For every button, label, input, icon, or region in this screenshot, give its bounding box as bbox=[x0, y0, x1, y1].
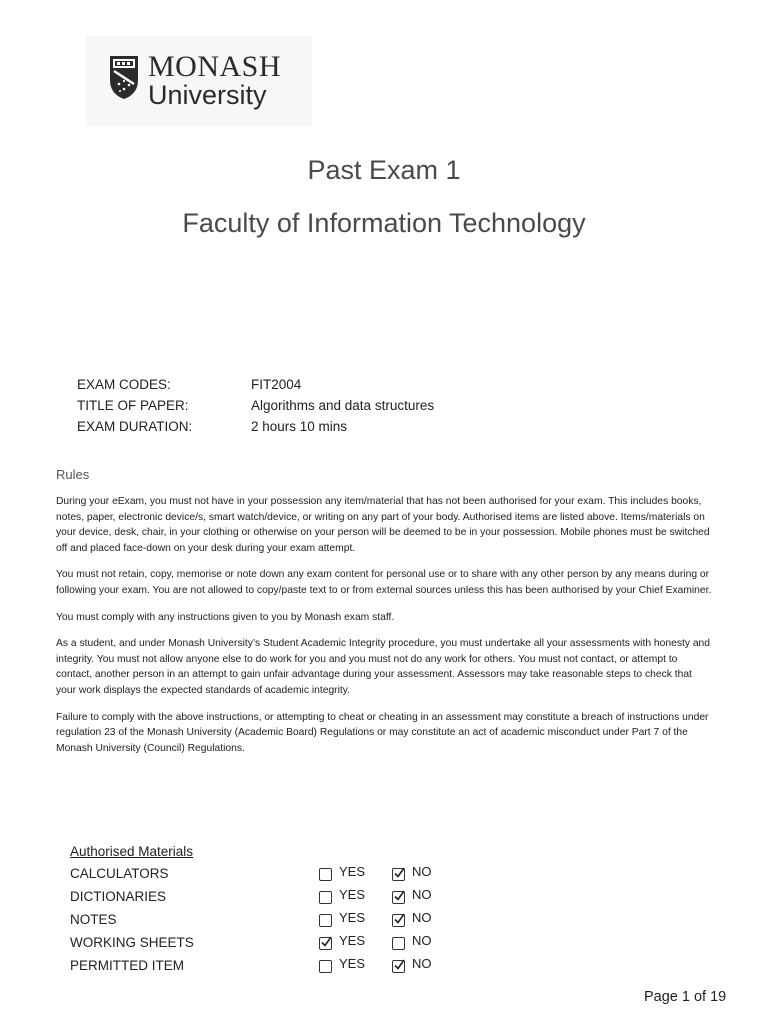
no-checkbox[interactable] bbox=[392, 914, 405, 927]
no-checkbox[interactable] bbox=[392, 960, 405, 973]
materials-row bbox=[70, 862, 670, 885]
faculty-title: Faculty of Information Technology bbox=[182, 208, 586, 238]
info-key: EXAM DURATION: bbox=[77, 419, 193, 434]
material-label: CALCULATORS bbox=[70, 866, 169, 881]
yes-option[interactable] bbox=[319, 954, 365, 977]
materials-row bbox=[70, 954, 670, 977]
yes-label: YES bbox=[339, 910, 366, 925]
no-checkbox[interactable] bbox=[392, 891, 405, 904]
yes-option[interactable] bbox=[319, 931, 365, 954]
yes-checkbox[interactable] bbox=[319, 868, 332, 881]
no-checkbox[interactable] bbox=[392, 937, 405, 950]
rules-paragraph: Failure to comply with the above instructions, or attempting to cheat or cheating in an assessment may constitute a breach of instructions under regulation 23 of the Monash University (Academic Board) Regulations or may constitute an act of academic misconduct under Part 7 of the Monash University (Council) Regulations. bbox=[56, 711, 709, 754]
no-option[interactable] bbox=[392, 908, 432, 931]
no-checkbox[interactable] bbox=[392, 868, 405, 881]
no-label: NO bbox=[412, 910, 432, 925]
yes-option[interactable] bbox=[319, 862, 365, 885]
no-label: NO bbox=[412, 887, 432, 902]
no-label: NO bbox=[412, 933, 432, 948]
monash-wordmark bbox=[148, 52, 281, 108]
materials-row bbox=[70, 908, 670, 931]
yes-checkbox[interactable] bbox=[319, 914, 332, 927]
info-row-title-of-paper bbox=[77, 395, 434, 416]
checkmark-icon bbox=[392, 912, 406, 926]
yes-option[interactable] bbox=[319, 908, 365, 931]
info-key: EXAM CODES: bbox=[77, 377, 171, 392]
materials-row bbox=[70, 931, 670, 954]
info-row-exam-codes bbox=[77, 374, 434, 395]
yes-label: YES bbox=[339, 864, 366, 879]
info-row-exam-duration bbox=[77, 416, 434, 437]
no-option[interactable] bbox=[392, 885, 432, 908]
info-value: Algorithms and data structures bbox=[251, 398, 435, 413]
checkmark-icon bbox=[392, 889, 406, 903]
rules-paragraph: During your eExam, you must not have in your possession any item/material that has not been authorised for your exam. This includes books, notes, paper, electronic device/s, smart watch/device, or writing on any part of your body. Authorised items are listed above. Items/materials on your device, desk, chair, in your clothing or otherwise on your person will be deemed to be in your possession. Mobile phones must be switched off and placed face-down on your desk during your exam attempt. bbox=[56, 496, 710, 554]
yes-label: YES bbox=[339, 887, 366, 902]
no-label: NO bbox=[412, 956, 432, 971]
rules-paragraph: As a student, and under Monash University’s Student Academic Integrity procedure, you must undertake all your assessments with honesty and integrity. You must not allow anyone else to do work for you and you must not do any work for others. You must not contact, or attempt to contact, another person in an attempt to gain unfair advantage during your assessment. Assessors may take reasonable steps to check that your work displays the expected standards of academic integrity. bbox=[56, 638, 711, 696]
yes-label: YES bbox=[339, 956, 366, 971]
material-label: PERMITTED ITEM bbox=[70, 958, 184, 973]
checkmark-icon bbox=[319, 935, 333, 949]
logo-line2: University bbox=[148, 80, 267, 110]
no-option[interactable] bbox=[392, 862, 432, 885]
info-value: 2 hours 10 mins bbox=[251, 419, 348, 434]
no-option[interactable] bbox=[392, 954, 432, 977]
exam-title: Past Exam 1 bbox=[307, 155, 461, 185]
info-key: TITLE OF PAPER: bbox=[77, 398, 189, 413]
checkmark-icon bbox=[392, 866, 406, 880]
no-label: NO bbox=[412, 864, 432, 879]
materials-heading: Authorised Materials bbox=[70, 844, 194, 859]
info-value: FIT2004 bbox=[251, 377, 302, 392]
yes-checkbox[interactable] bbox=[319, 960, 332, 973]
logo-line1: MONASH bbox=[148, 50, 282, 83]
yes-option[interactable] bbox=[319, 885, 365, 908]
rules-heading: Rules bbox=[56, 467, 90, 482]
page-number: Page 1 of 19 bbox=[644, 989, 727, 1005]
no-option[interactable] bbox=[392, 931, 432, 954]
exam-info bbox=[77, 374, 434, 437]
material-label: WORKING SHEETS bbox=[70, 935, 194, 950]
yes-label: YES bbox=[339, 933, 366, 948]
yes-checkbox[interactable] bbox=[319, 891, 332, 904]
monash-crest-icon bbox=[108, 54, 140, 100]
rules-paragraph: You must comply with any instructions given to you by Monash exam staff. bbox=[56, 611, 395, 623]
monash-logo bbox=[86, 36, 312, 126]
material-label: NOTES bbox=[70, 912, 117, 927]
rules-paragraph: You must not retain, copy, memorise or note down any exam content for personal use or to share with any other person by any means during or following your exam. You are not allowed to copy/paste text to or from external sources unless this has been authorised by your Chief Examiner. bbox=[56, 569, 712, 596]
authorised-materials bbox=[70, 842, 670, 977]
materials-row bbox=[70, 885, 670, 908]
rules-text bbox=[56, 494, 712, 767]
yes-checkbox[interactable] bbox=[319, 937, 332, 950]
checkmark-icon bbox=[392, 958, 406, 972]
material-label: DICTIONARIES bbox=[70, 889, 167, 904]
